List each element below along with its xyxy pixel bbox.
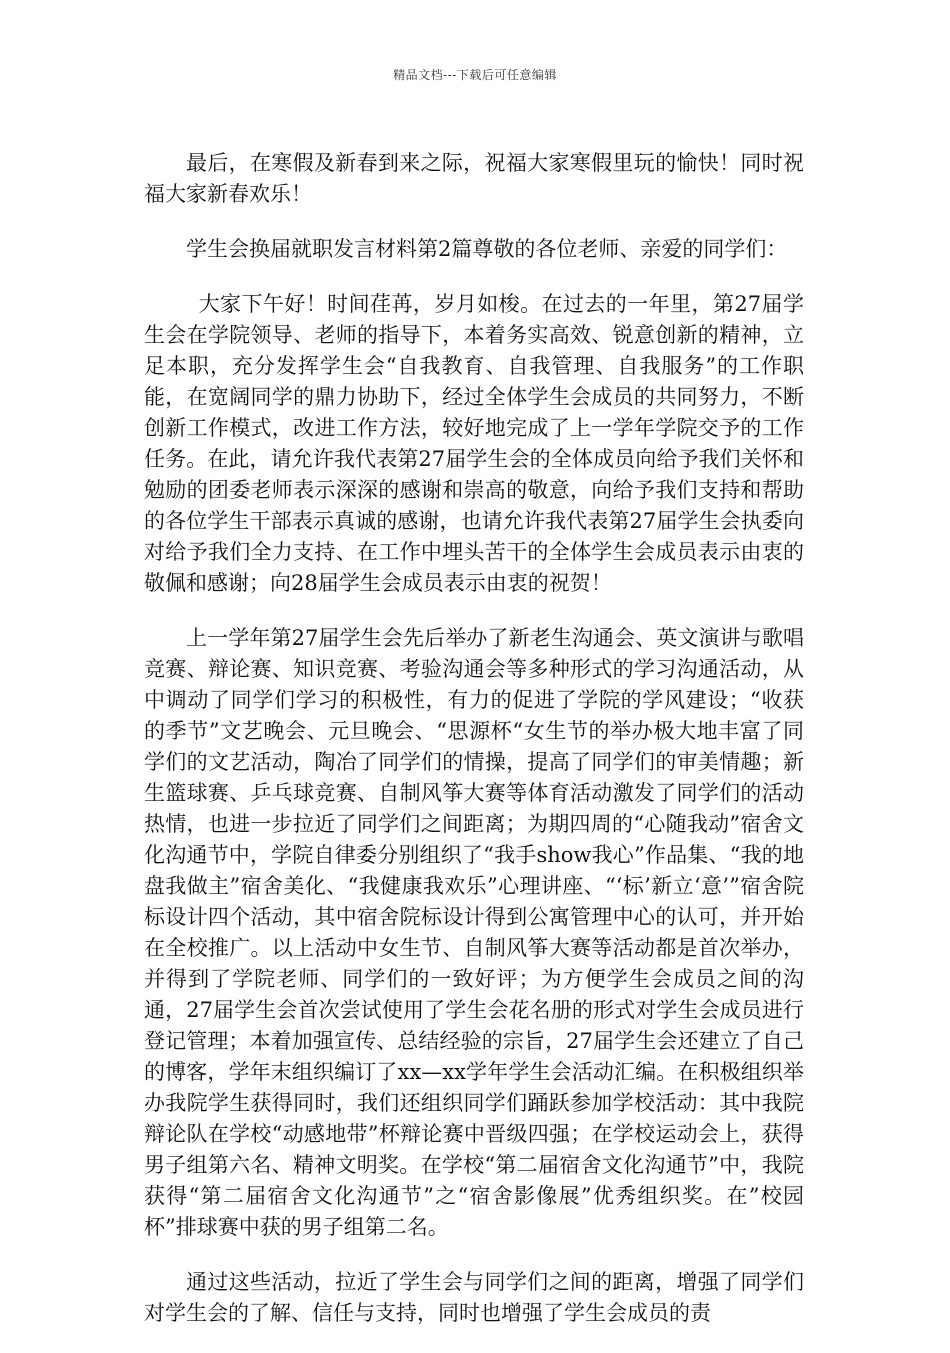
paragraph-closing-wishes: 最后，在寒假及新春到来之际，祝福大家寒假里玩的愉快！同时祝福大家新春欢乐！ xyxy=(144,151,804,206)
paragraph-outcomes: 通过这些活动，拉近了学生会与同学们之间的距离，增强了同学们对学生会的了解、信任与支持，同时也增强了学生会成员的责 xyxy=(144,1270,804,1325)
paragraph-speech-title: 学生会换届就职发言材料第2篇尊敬的各位老师、亲爱的同学们： xyxy=(186,237,788,261)
document-body xyxy=(144,148,804,1353)
page-header: 精品文档---下载后可任意编辑 xyxy=(393,68,557,82)
paragraph-greeting-thanks: 大家下午好！时间荏苒，岁月如梭。在过去的一年里，第27届学生会在学院领导、老师的指导下，本着务实高效、锐意创新的精神，立足本职，充分发挥学生会“自我教育、自我管理、自我服务”的工作职能，在宽阔同学的鼎力协助下，经过全体学生会成员的共同努力，不断创新工作模式，改进工作方法，较好地完成了上一学年学院交予的工作任务。在此，请允许我代表第27届学生会的全体成员向给予我们关怀和勉励的团委老师表示深深的感谢和崇高的敬意，向给予我们支持和帮助的各位学生干部表示真诚的感谢，也请允许我代表第27届学生会执委向对给予我们全力支持、在工作中埋头苦干的全体学生会成员表示由衷的敬佩和感谢；向28届学生会成员表示由衷的祝贺！ xyxy=(144,292,804,595)
paragraph-activities-summary: 上一学年第27届学生会先后举办了新老生沟通会、英文演讲与歌唱竞赛、辩论赛、知识竞赛、考验沟通会等多种形式的学习沟通活动，从中调动了同学们学习的积极性，有力的促进了学院的学风建设；“收获的季节”文艺晚会、元旦晚会、“思源杯“女生节的举办极大地丰富了同学们的文艺活动，陶冶了同学们的情操，提高了同学们的审美情趣；新生篮球赛、乒乓球竞赛、自制风筝大赛等体育活动激发了同学们的活动热情，也进一步拉近了同学们之间距离；为期四周的“心随我动”宿舍文化沟通节中，学院自律委分别组织了“我手show我心”作品集、“我的地盘我做主”宿舍美化、“我健康我欢乐”心理讲座、“‘标’新立‘意’”宿舍院标设计四个活动，其中宿舍院标设计得到公寓管理中心的认可，并开始在全校推广。以上活动中女生节、自制风筝大赛等活动都是首次举办，并得到了学院老师、同学们的一致好评；为方便学生会成员之间的沟通，27届学生会首次尝试使用了学生会花名册的形式对学生会成员进行登记管理；本着加强宣传、总结经验的宗旨，27届学生会还建立了自己的博客，学年末组织编订了xx—xx学年学生会活动汇编。在积极组织举办我院学生获得同时，我们还组织同学们踊跃参加学校活动：其中我院辩论队在学校“动感地带”杯辩论赛中晋级四强；在学校运动会上，获得男子组第六名、精神文明奖。在学校“第二届宿舍文化沟通节”中，我院获得“第二届宿舍文化沟通节”之“宿舍影像展”优秀组织奖。在”校园杯”排球赛中获的男子组第二名。 xyxy=(144,626,804,1239)
